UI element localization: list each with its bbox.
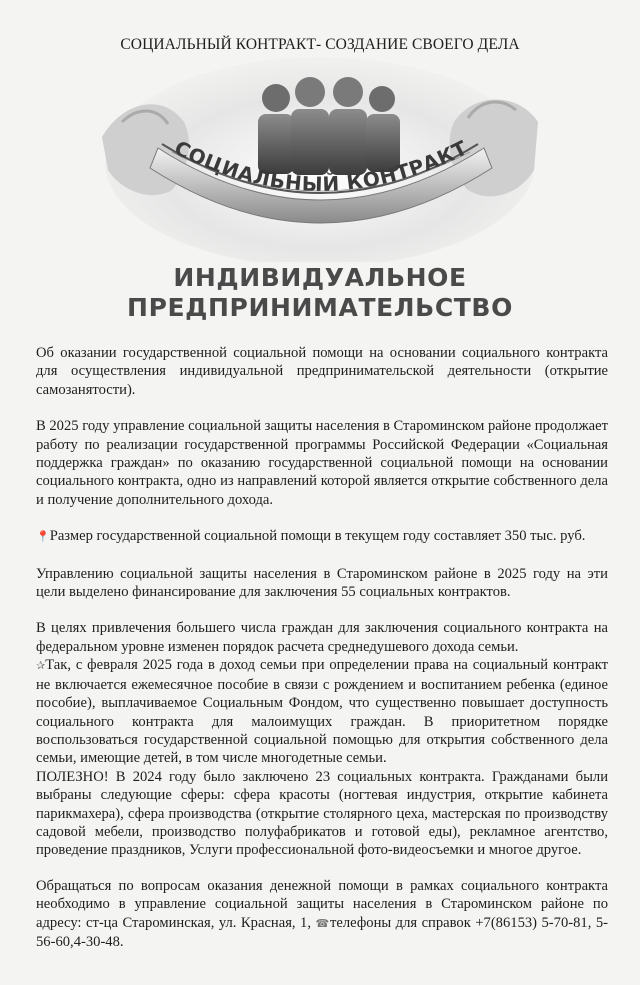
paragraph-useful: ПОЛЕЗНО! В 2024 году было заключено 23 социальных контракта. Гражданами были выбраны следующие сферы: сфера красоты (ногтевая индустрия, открытие кабинета парикмахера), сфера производства (открытие столярного цеха, мастерская по производству садовой мебели, производство полуфабрикатов и готовой еды), рекламное агентство, проведение праздников, Услуги профессиональной фото-видеосъемки и многое другое. xyxy=(36,768,608,859)
phone-icon: ☎ xyxy=(315,916,331,930)
hero-illustration xyxy=(102,52,538,262)
paragraph-rules: В целях привлечения большего числа граждан для заключения социального контракта на федеральном уровне изменен порядок расчета среднедушевого дохода семьи. xyxy=(36,620,608,655)
paragraph-contacts: Обращаться по вопросам оказания денежной помощи в рамках социального контракта необходимо в управление социальной защиты населения в Староминском районе по адресу: ст-ца Староминская, ул. Красная, 1, ☎телефоны для справок +7(86153) 5-70-81, 5-56-60,4-30-48. xyxy=(36,877,609,950)
paragraph-program: В 2025 году управление социальной защиты населения в Староминском районе продолжает работу по реализации государственной программы Российской Федерации «Социальная поддержка граждан» по оказанию государственной социальной помощи на основании социального контракта, одно из направлений которой является открытие собственного дела и получение дополнительного дохода. xyxy=(36,418,608,508)
paragraph-amount: 📍Размер государственной социальной помощи в текущем году составляет 350 тыс. руб. xyxy=(36,528,586,545)
star-icon: ✰ xyxy=(36,659,46,673)
banner-line-1: ИНДИВИДУАЛЬНОЕ xyxy=(173,263,467,292)
paragraph-funding: Управлению социальной защиты населения в Староминском районе в 2025 году на эти цели выделено финансирование для заключения 55 социальных контрактов. xyxy=(36,565,608,601)
banner-line-2: ПРЕДПРИНИМАТЕЛЬСТВО xyxy=(127,293,513,322)
article-body xyxy=(36,344,608,951)
pin-icon: 📍 xyxy=(36,530,50,544)
paragraph-intro: Об оказании государственной социальной помощи на основании социального контракта для осуществления индивидуальной предпринимательской деятельности (открытие самозанятости). xyxy=(36,345,608,398)
headline-banner xyxy=(0,263,640,323)
ring-label: СОЦИАЛЬНЫЙ КОНТРАКТ xyxy=(170,135,472,197)
document-title: СОЦИАЛЬНЫЙ КОНТРАКТ- СОЗДАНИЕ СВОЕГО ДЕЛА xyxy=(120,36,520,53)
paragraph-details: ✰Так, с февраля 2025 года в доход семьи при определении права на социальный контракт не включается ежемесячное пособие в связи с рождением и воспитанием ребенка (единое пособие), выплачиваемое Социальным Фондом, что существенно повышает доступность социального контракта для малоимущих граждан. В приоритетном порядке воспользоваться государственной социальной помощью для открытия собственного дела семьи, имеющие детей, в том числе многодетные семьи. xyxy=(36,657,608,767)
